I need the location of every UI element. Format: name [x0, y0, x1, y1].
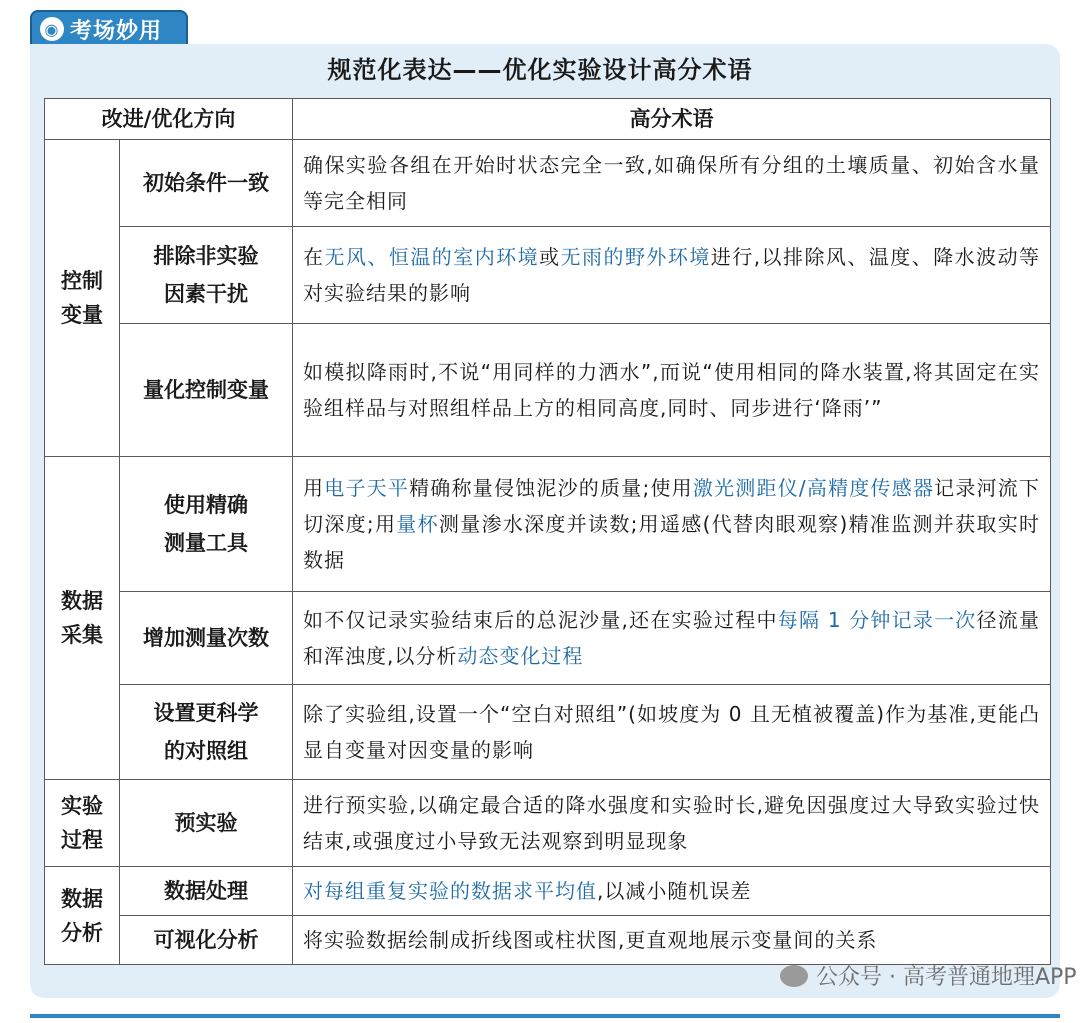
subcategory: 初始条件一致	[120, 140, 293, 227]
subcategory: 使用精确 测量工具	[120, 457, 293, 592]
subcategory: 量化控制变量	[120, 324, 293, 457]
table-row	[45, 457, 1051, 592]
terms-table	[44, 98, 1051, 965]
table-row	[45, 592, 1051, 685]
term-text: 对每组重复实验的数据求平均值,以减小随机误差	[293, 867, 1051, 916]
table-row	[45, 867, 1051, 916]
subcategory: 排除非实验 因素干扰	[120, 227, 293, 324]
category-analysis: 数据 分析	[45, 867, 120, 965]
category-control: 控制 变量	[45, 140, 120, 457]
highlight-text: 无风、恒温的室内环境	[324, 245, 540, 269]
lightbulb-icon: ◉	[40, 17, 64, 41]
term-text: 在无风、恒温的室内环境或无雨的野外环境进行,以排除风、温度、降水波动等对实验结果的影响	[293, 227, 1051, 324]
subcategory: 预实验	[120, 780, 293, 867]
category-collect: 数据 采集	[45, 457, 120, 780]
highlight-text: 量杯	[396, 512, 439, 536]
term-text: 除了实验组,设置一个“空白对照组”(如坡度为 0 且无植被覆盖)作为基准,更能凸显自变量对因变量的影响	[293, 685, 1051, 780]
category-process: 实验 过程	[45, 780, 120, 867]
badge-label: 考场妙用	[70, 18, 163, 44]
highlight-text: 激光测距仪/高精度传感器	[692, 476, 935, 500]
bottom-divider	[30, 1014, 1060, 1018]
page-title: 规范化表达——优化实验设计高分术语	[327, 56, 753, 84]
table-row	[45, 227, 1051, 324]
highlight-text: 电子天平	[324, 476, 410, 500]
table-row	[45, 916, 1051, 965]
watermark-text: 公众号 · 高考普通地理APP	[816, 965, 1077, 990]
table-row	[45, 685, 1051, 780]
subcategory: 增加测量次数	[120, 592, 293, 685]
table-row	[45, 140, 1051, 227]
table-row	[45, 780, 1051, 867]
section-badge	[30, 10, 188, 48]
table-row	[45, 324, 1051, 457]
term-text: 如模拟降雨时,不说“用同样的力洒水”,而说“使用相同的降水装置,将其固定在实验组样品与对照组样品上方的相同高度,同时、同步进行‘降雨’”	[293, 324, 1051, 457]
subcategory: 数据处理	[120, 867, 293, 916]
term-text: 确保实验各组在开始时状态完全一致,如确保所有分组的土壤质量、初始含水量等完全相同	[293, 140, 1051, 227]
subcategory: 可视化分析	[120, 916, 293, 965]
watermark	[780, 960, 1077, 991]
header-direction: 改进/优化方向	[45, 99, 293, 140]
header-terms: 高分术语	[293, 99, 1051, 140]
highlight-text: 动态变化过程	[457, 644, 584, 668]
term-text: 如不仅记录实验结束后的总泥沙量,还在实验过程中每隔 1 分钟记录一次径流量和浑浊度,以分析动态变化过程	[293, 592, 1051, 685]
term-text: 用电子天平精确称量侵蚀泥沙的质量;使用激光测距仪/高精度传感器记录河流下切深度;用量杯测量渗水深度并读数;用遥感(代替肉眼观察)精准监测并获取实时数据	[293, 457, 1051, 592]
highlight-text: 对每组重复实验的数据求平均值	[303, 879, 598, 903]
highlight-text: 每隔 1 分钟记录一次	[777, 608, 977, 632]
highlight-text: 无雨的野外环境	[560, 245, 711, 269]
table-header-row	[45, 99, 1051, 140]
term-text: 将实验数据绘制成折线图或柱状图,更直观地展示变量间的关系	[293, 916, 1051, 965]
subcategory: 设置更科学 的对照组	[120, 685, 293, 780]
wechat-icon	[780, 965, 808, 987]
term-text: 进行预实验,以确定最合适的降水强度和实验时长,避免因强度过大导致实验过快结束,或强度过小导致无法观察到明显现象	[293, 780, 1051, 867]
